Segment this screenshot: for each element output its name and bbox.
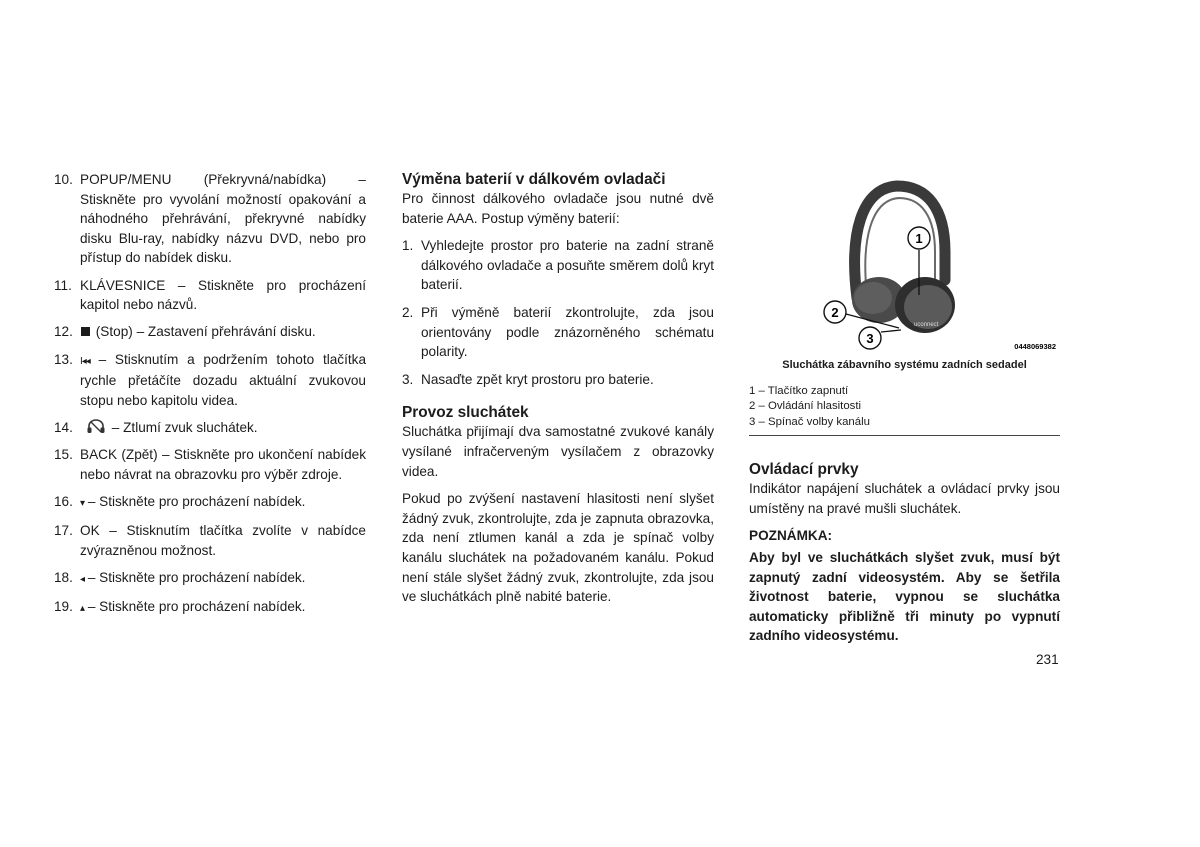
controls-heading: Ovládací prvky bbox=[749, 461, 859, 479]
figure-code: 0448069382 bbox=[1014, 342, 1056, 350]
item-number: 19. bbox=[54, 599, 73, 615]
note-text: Aby byl ve sluchátkách slyšet zvuk, musí být zapnutý zadní videosystém. Aby se šetřila životnost baterie, vypnou se sluchátka automaticky přibližně tři minuty po vypnutí zadního videosystému. bbox=[749, 550, 1060, 644]
item-text: – Ztlumí zvuk sluchátek. bbox=[111, 419, 258, 435]
controls-text: Indikátor napájení sluchátek a ovládací prvky jsou umístěny na pravé mušli sluchátek. bbox=[749, 481, 1060, 516]
item-text: – Stiskněte pro procházení nabídek. bbox=[87, 493, 306, 509]
button-list bbox=[54, 170, 366, 626]
item-text: – Stiskněte pro procházení nabídek. bbox=[87, 569, 306, 585]
item-number: 11. bbox=[54, 277, 72, 293]
list-item bbox=[54, 597, 366, 619]
item-text: – Stiskněte pro procházení nabídek. bbox=[87, 599, 306, 615]
headphones-heading: Provoz sluchátek bbox=[402, 404, 529, 422]
list-item bbox=[54, 322, 366, 342]
brand-label: uconnect bbox=[914, 322, 939, 328]
item-number: 16. bbox=[54, 493, 73, 509]
headphones-illustration bbox=[749, 180, 1060, 350]
callout-3: 3 bbox=[866, 331, 874, 346]
legend-item: 1 – Tlačítko zapnutí bbox=[749, 385, 849, 397]
battery-and-headphones-section bbox=[402, 170, 714, 607]
item-number: 14. bbox=[54, 419, 73, 435]
arrow-up-icon: ▴ bbox=[80, 603, 85, 615]
item-number: 15. bbox=[54, 447, 73, 463]
battery-heading: Výměna baterií v dálkovém ovladači bbox=[402, 171, 666, 188]
item-number: 12. bbox=[54, 324, 73, 340]
figure-legend bbox=[749, 384, 1060, 430]
legend-item: 3 – Spínač volby kanálu bbox=[749, 415, 870, 428]
rewind-icon: I◂◂ bbox=[80, 355, 90, 367]
list-item bbox=[54, 276, 366, 315]
item-number: 10. bbox=[54, 172, 73, 187]
item-text: POPUP/MENU (Překryvná/nabídka) – Stiskněte pro vyvolání možností opakování a náhodného přehrávání, překryvné nabídky disku Blu-ray, nabídky názvu DVD, nebo pro přístup do nabídek disku. bbox=[80, 172, 366, 266]
step-text: Při výměně baterií zkontrolujte, zda jsou orientovány podle znázorněného schématu polarity. bbox=[421, 304, 714, 360]
item-text: KLÁVESNICE – Stiskněte pro procházení kapitol nebo názvů. bbox=[80, 277, 366, 313]
step-item bbox=[402, 303, 714, 362]
step-text: Vyhledejte prostor pro baterie na zadní straně dálkového ovladače a posuňte směrem dolů kryt baterií. bbox=[421, 238, 714, 293]
headphones-figure-section bbox=[749, 180, 1060, 646]
headphones-paragraph: Sluchátka přijímají dva samostatné zvukové kanály vysílané infračerveným vysílačem z obrazovky videa. bbox=[402, 424, 714, 479]
arrow-left-icon: ◂ bbox=[80, 573, 85, 585]
item-text: – Stisknutím a podržením tohoto tlačítka rychle přetáčíte dozadu aktuální zvukovou stopu nebo kapitolu videa. bbox=[80, 351, 367, 408]
list-item bbox=[54, 350, 366, 411]
step-text: Nasaďte zpět kryt prostoru pro baterie. bbox=[421, 371, 654, 387]
headphones-image bbox=[749, 180, 1060, 350]
list-item bbox=[54, 521, 366, 560]
battery-intro: Pro činnost dálkového ovladače jsou nutné dvě baterie AAA. Postup výměny baterií: bbox=[402, 191, 714, 226]
divider bbox=[749, 435, 1060, 436]
step-number: 3. bbox=[402, 371, 414, 387]
note-label: POZNÁMKA: bbox=[749, 528, 833, 544]
list-item bbox=[54, 492, 366, 514]
legend-item: 2 – Ovládání hlasitosti bbox=[749, 400, 862, 413]
list-item bbox=[54, 170, 366, 268]
item-number: 17. bbox=[54, 523, 73, 539]
item-text: (Stop) – Zastavení přehrávání disku. bbox=[95, 324, 316, 340]
callout-2: 2 bbox=[831, 305, 839, 320]
step-item bbox=[402, 370, 714, 390]
item-text: BACK (Zpět) – Stiskněte pro ukončení nabídek nebo návrat na obrazovku pro výběr zdroje. bbox=[80, 447, 366, 482]
callout-1: 1 bbox=[915, 231, 923, 246]
item-text: OK – Stisknutím tlačítka zvolíte v nabídce zvýrazněnou možnost. bbox=[80, 523, 366, 558]
figure-caption: Sluchátka zábavního systému zadních sedadel bbox=[782, 359, 1027, 371]
stop-icon bbox=[81, 327, 90, 336]
step-item bbox=[402, 236, 714, 295]
arrow-down-icon: ▾ bbox=[80, 497, 85, 509]
step-number: 2. bbox=[402, 304, 414, 320]
mute-headphones-icon bbox=[86, 419, 106, 434]
list-item bbox=[54, 445, 366, 484]
list-item bbox=[54, 418, 366, 438]
step-number: 1. bbox=[402, 238, 414, 254]
item-number: 18. bbox=[54, 569, 73, 585]
page-number: 231 bbox=[1036, 652, 1059, 667]
headphones-paragraph: Pokud po zvýšení nastavení hlasitosti není slyšet žádný zvuk, zkontrolujte, zda je zapnuta obrazovka, zda není ztlumen kanál a zda je spínač volby kanálu sluchátek na požadovaném kanálu. Pokud není stále slyšet žádný zvuk, zkontrolujte, zda jsou ve sluchátkách plně nabité baterie. bbox=[402, 491, 714, 605]
list-item bbox=[54, 568, 366, 590]
item-number: 13. bbox=[54, 351, 73, 367]
